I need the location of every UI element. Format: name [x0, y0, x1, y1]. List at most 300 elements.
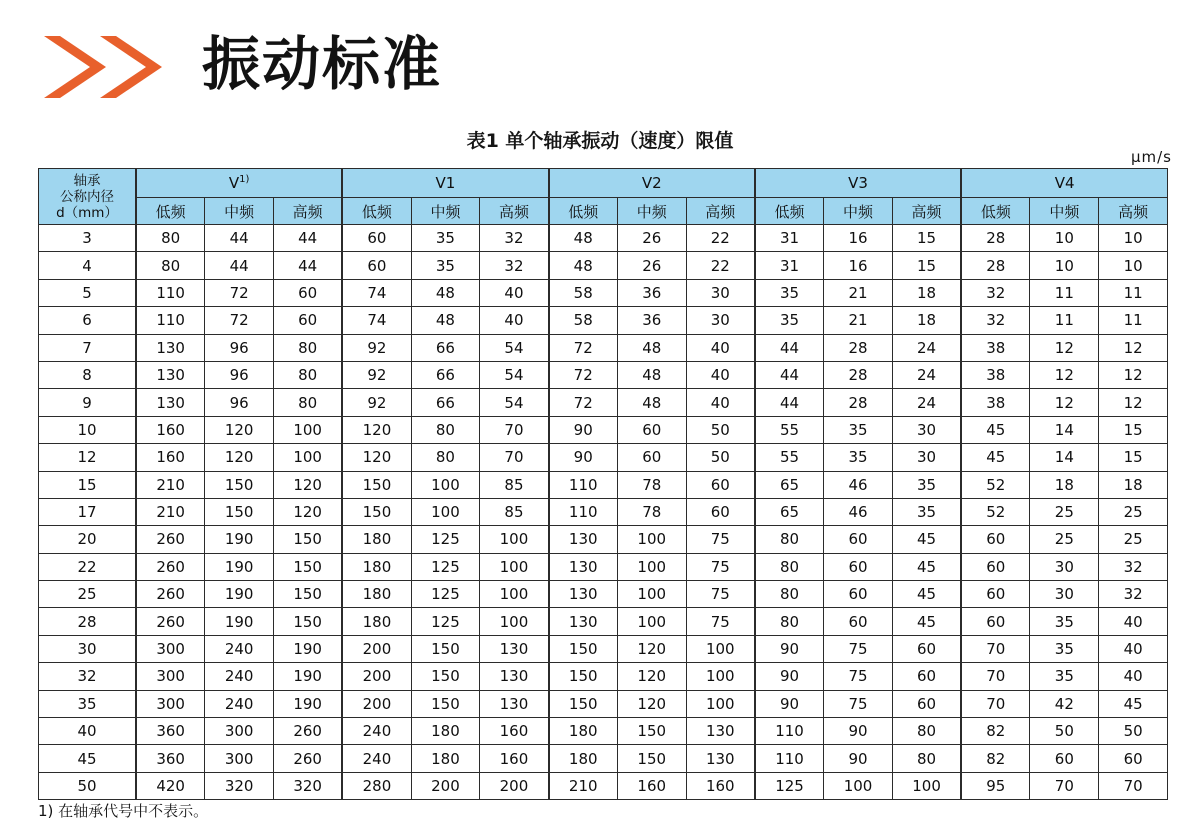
cell-v2-mid: 120: [617, 663, 686, 690]
cell-v-high: 120: [274, 498, 343, 525]
cell-v4-low: 32: [961, 279, 1030, 306]
cell-v1-high: 200: [480, 772, 549, 799]
cell-v3-high: 30: [892, 416, 961, 443]
cell-v4-mid: 11: [1030, 307, 1099, 334]
cell-v3-high: 24: [892, 389, 961, 416]
cell-v1-high: 130: [480, 663, 549, 690]
sub-header-v2-low: 低频: [549, 198, 618, 225]
cell-v2-high: 160: [686, 772, 755, 799]
cell-v3-mid: 90: [824, 745, 893, 772]
cell-v4-low: 38: [961, 389, 1030, 416]
cell-v3-low: 35: [755, 307, 824, 334]
cell-v1-high: 54: [480, 361, 549, 388]
cell-v1-low: 150: [342, 471, 411, 498]
cell-v2-mid: 26: [617, 252, 686, 279]
cell-v2-low: 150: [549, 690, 618, 717]
cell-v4-mid: 12: [1030, 334, 1099, 361]
cell-v-high: 150: [274, 526, 343, 553]
cell-v3-low: 125: [755, 772, 824, 799]
cell-v2-low: 130: [549, 553, 618, 580]
cell-v2-mid: 150: [617, 745, 686, 772]
cell-v1-mid: 125: [411, 553, 480, 580]
cell-v-mid: 320: [205, 772, 274, 799]
cell-v2-low: 150: [549, 635, 618, 662]
table-row: [39, 718, 1168, 745]
cell-v3-high: 80: [892, 718, 961, 745]
bore-diameter-header: [39, 169, 137, 225]
bore-header-line-2: 公称内径: [60, 188, 114, 205]
cell-v4-high: 40: [1099, 635, 1168, 662]
cell-v3-high: 18: [892, 307, 961, 334]
cell-v1-mid: 180: [411, 718, 480, 745]
cell-v-low: 210: [136, 498, 205, 525]
cell-v2-mid: 100: [617, 553, 686, 580]
cell-v-high: 190: [274, 690, 343, 717]
cell-v2-high: 40: [686, 361, 755, 388]
cell-v3-low: 65: [755, 471, 824, 498]
cell-v1-high: 100: [480, 608, 549, 635]
cell-v1-mid: 80: [411, 444, 480, 471]
table-row: [39, 608, 1168, 635]
cell-v-mid: 190: [205, 526, 274, 553]
sub-header-v-mid: 中频: [205, 198, 274, 225]
cell-v3-low: 55: [755, 416, 824, 443]
cell-v3-low: 31: [755, 225, 824, 252]
cell-v-low: 300: [136, 635, 205, 662]
table-row: [39, 471, 1168, 498]
cell-v1-low: 120: [342, 444, 411, 471]
cell-bore-diameter: 5: [39, 279, 137, 306]
cell-v2-high: 22: [686, 252, 755, 279]
cell-v3-low: 65: [755, 498, 824, 525]
cell-v3-high: 45: [892, 553, 961, 580]
cell-v3-high: 60: [892, 635, 961, 662]
cell-v4-high: 11: [1099, 279, 1168, 306]
cell-v3-low: 31: [755, 252, 824, 279]
cell-v2-high: 50: [686, 416, 755, 443]
sub-header-v2-high: 高频: [686, 198, 755, 225]
cell-v3-high: 60: [892, 663, 961, 690]
cell-v3-high: 15: [892, 225, 961, 252]
cell-v1-low: 240: [342, 718, 411, 745]
cell-v1-high: 54: [480, 334, 549, 361]
cell-v1-mid: 66: [411, 361, 480, 388]
cell-v3-mid: 75: [824, 690, 893, 717]
cell-v3-low: 55: [755, 444, 824, 471]
cell-v2-high: 60: [686, 471, 755, 498]
table-row: [39, 690, 1168, 717]
cell-v1-mid: 35: [411, 225, 480, 252]
cell-v3-high: 35: [892, 498, 961, 525]
cell-v3-mid: 35: [824, 416, 893, 443]
cell-v3-mid: 75: [824, 663, 893, 690]
cell-bore-diameter: 20: [39, 526, 137, 553]
cell-v4-low: 45: [961, 416, 1030, 443]
cell-v4-high: 18: [1099, 471, 1168, 498]
cell-v4-low: 60: [961, 608, 1030, 635]
cell-v-mid: 44: [205, 225, 274, 252]
cell-v2-high: 100: [686, 690, 755, 717]
cell-v4-high: 70: [1099, 772, 1168, 799]
cell-v2-low: 72: [549, 361, 618, 388]
cell-v4-low: 60: [961, 581, 1030, 608]
cell-bore-diameter: 15: [39, 471, 137, 498]
table-footnote: 1) 在轴承代号中不表示。: [38, 802, 209, 820]
cell-v2-high: 30: [686, 307, 755, 334]
cell-v-high: 320: [274, 772, 343, 799]
cell-v1-high: 130: [480, 690, 549, 717]
cell-v3-low: 90: [755, 635, 824, 662]
cell-v3-high: 15: [892, 252, 961, 279]
cell-v4-high: 50: [1099, 718, 1168, 745]
cell-v3-mid: 60: [824, 581, 893, 608]
cell-v3-mid: 21: [824, 307, 893, 334]
cell-bore-diameter: 4: [39, 252, 137, 279]
cell-v4-low: 95: [961, 772, 1030, 799]
cell-v1-mid: 48: [411, 279, 480, 306]
cell-v1-mid: 66: [411, 389, 480, 416]
table-row: [39, 581, 1168, 608]
page-title: 振动标准: [202, 30, 443, 98]
cell-v2-high: 75: [686, 608, 755, 635]
cell-v2-high: 100: [686, 663, 755, 690]
cell-v1-high: 160: [480, 745, 549, 772]
cell-v-mid: 190: [205, 608, 274, 635]
cell-v2-mid: 60: [617, 444, 686, 471]
cell-v1-low: 200: [342, 663, 411, 690]
cell-bore-diameter: 22: [39, 553, 137, 580]
cell-v4-mid: 18: [1030, 471, 1099, 498]
cell-v4-mid: 70: [1030, 772, 1099, 799]
cell-v2-high: 130: [686, 745, 755, 772]
cell-v-mid: 96: [205, 361, 274, 388]
cell-v-high: 44: [274, 225, 343, 252]
cell-bore-diameter: 35: [39, 690, 137, 717]
cell-v-low: 130: [136, 334, 205, 361]
cell-v3-mid: 100: [824, 772, 893, 799]
cell-bore-diameter: 40: [39, 718, 137, 745]
cell-v3-mid: 35: [824, 444, 893, 471]
cell-v4-low: 52: [961, 471, 1030, 498]
vibration-limits-table-wrap: [38, 168, 1168, 800]
cell-v1-low: 60: [342, 252, 411, 279]
cell-v4-mid: 12: [1030, 389, 1099, 416]
cell-v2-low: 48: [549, 225, 618, 252]
cell-v1-low: 92: [342, 334, 411, 361]
sub-header-v3-high: 高频: [892, 198, 961, 225]
cell-v4-high: 25: [1099, 498, 1168, 525]
cell-v2-low: 110: [549, 498, 618, 525]
cell-v1-mid: 100: [411, 498, 480, 525]
cell-v1-low: 180: [342, 581, 411, 608]
cell-v2-high: 50: [686, 444, 755, 471]
cell-v2-mid: 26: [617, 225, 686, 252]
cell-v4-low: 70: [961, 690, 1030, 717]
cell-v2-low: 58: [549, 279, 618, 306]
cell-v-mid: 190: [205, 553, 274, 580]
cell-v3-mid: 28: [824, 389, 893, 416]
cell-v-high: 60: [274, 307, 343, 334]
cell-v3-high: 18: [892, 279, 961, 306]
cell-v3-high: 24: [892, 334, 961, 361]
cell-v-low: 80: [136, 252, 205, 279]
cell-v4-mid: 12: [1030, 361, 1099, 388]
cell-v4-mid: 25: [1030, 498, 1099, 525]
cell-v2-high: 22: [686, 225, 755, 252]
cell-v3-high: 45: [892, 608, 961, 635]
table-row: [39, 252, 1168, 279]
cell-bore-diameter: 30: [39, 635, 137, 662]
cell-v1-mid: 200: [411, 772, 480, 799]
chevron-right-icon-2: [100, 36, 172, 98]
cell-v-low: 80: [136, 225, 205, 252]
cell-v1-high: 100: [480, 553, 549, 580]
cell-v2-mid: 78: [617, 498, 686, 525]
cell-v4-mid: 11: [1030, 279, 1099, 306]
cell-bore-diameter: 17: [39, 498, 137, 525]
cell-v2-low: 150: [549, 663, 618, 690]
vibration-limits-table: [38, 168, 1168, 800]
cell-v1-high: 40: [480, 279, 549, 306]
sub-header-v1-mid: 中频: [411, 198, 480, 225]
sub-header-v1-high: 高频: [480, 198, 549, 225]
cell-v4-high: 12: [1099, 361, 1168, 388]
cell-v2-mid: 100: [617, 581, 686, 608]
cell-v4-mid: 60: [1030, 745, 1099, 772]
cell-v4-mid: 10: [1030, 252, 1099, 279]
bore-header-line-1: 轴承: [73, 172, 101, 189]
cell-bore-diameter: 32: [39, 663, 137, 690]
cell-v3-low: 80: [755, 526, 824, 553]
cell-v4-mid: 50: [1030, 718, 1099, 745]
cell-v1-mid: 125: [411, 608, 480, 635]
cell-v4-high: 10: [1099, 252, 1168, 279]
cell-v-low: 130: [136, 389, 205, 416]
cell-bore-diameter: 8: [39, 361, 137, 388]
cell-v2-low: 210: [549, 772, 618, 799]
cell-v1-mid: 125: [411, 581, 480, 608]
cell-v1-mid: 125: [411, 526, 480, 553]
cell-v1-low: 180: [342, 526, 411, 553]
cell-v3-high: 60: [892, 690, 961, 717]
sub-header-v-high: 高频: [274, 198, 343, 225]
group-header-v1: V1: [342, 169, 548, 198]
cell-bore-diameter: 6: [39, 307, 137, 334]
cell-v4-low: 82: [961, 745, 1030, 772]
cell-v-mid: 72: [205, 307, 274, 334]
cell-v1-low: 200: [342, 690, 411, 717]
cell-v4-low: 28: [961, 252, 1030, 279]
cell-v2-low: 130: [549, 608, 618, 635]
cell-v3-low: 80: [755, 581, 824, 608]
cell-v-high: 260: [274, 745, 343, 772]
table-row: [39, 553, 1168, 580]
cell-v-low: 260: [136, 553, 205, 580]
cell-v2-mid: 150: [617, 718, 686, 745]
group-header-v2: V2: [549, 169, 755, 198]
cell-v1-high: 85: [480, 471, 549, 498]
cell-v2-high: 40: [686, 389, 755, 416]
cell-v-mid: 120: [205, 444, 274, 471]
group-header-v4: V4: [961, 169, 1167, 198]
cell-v-high: 190: [274, 663, 343, 690]
cell-v-high: 100: [274, 416, 343, 443]
cell-v-mid: 96: [205, 389, 274, 416]
unit-label: μm/s: [1130, 148, 1172, 166]
cell-v3-mid: 16: [824, 225, 893, 252]
group-label-v: V: [228, 174, 240, 192]
cell-v1-mid: 35: [411, 252, 480, 279]
cell-v1-low: 92: [342, 361, 411, 388]
cell-v4-low: 38: [961, 361, 1030, 388]
cell-v-mid: 150: [205, 498, 274, 525]
cell-v-high: 150: [274, 581, 343, 608]
cell-v2-high: 60: [686, 498, 755, 525]
cell-v2-mid: 36: [617, 279, 686, 306]
cell-v1-mid: 66: [411, 334, 480, 361]
cell-v2-mid: 36: [617, 307, 686, 334]
cell-v2-high: 130: [686, 718, 755, 745]
cell-v2-mid: 48: [617, 361, 686, 388]
cell-v1-high: 85: [480, 498, 549, 525]
cell-v2-low: 130: [549, 581, 618, 608]
cell-v-high: 44: [274, 252, 343, 279]
cell-v2-high: 75: [686, 526, 755, 553]
table-row: [39, 498, 1168, 525]
cell-v-low: 300: [136, 663, 205, 690]
double-chevron-icon: [44, 36, 184, 100]
cell-v2-low: 180: [549, 718, 618, 745]
table-header-sub-row: [39, 198, 1168, 225]
cell-v3-mid: 21: [824, 279, 893, 306]
cell-v2-low: 180: [549, 745, 618, 772]
cell-v-mid: 150: [205, 471, 274, 498]
table-header-group-row: [39, 169, 1168, 198]
cell-v-high: 80: [274, 389, 343, 416]
table-row: [39, 663, 1168, 690]
cell-v1-mid: 100: [411, 471, 480, 498]
cell-v2-low: 90: [549, 444, 618, 471]
table-row: [39, 334, 1168, 361]
cell-bore-diameter: 10: [39, 416, 137, 443]
table-row: [39, 745, 1168, 772]
cell-bore-diameter: 50: [39, 772, 137, 799]
cell-v-mid: 120: [205, 416, 274, 443]
cell-v-mid: 300: [205, 718, 274, 745]
cell-v1-high: 54: [480, 389, 549, 416]
cell-v1-low: 280: [342, 772, 411, 799]
cell-v2-mid: 48: [617, 334, 686, 361]
cell-v3-mid: 16: [824, 252, 893, 279]
cell-v1-low: 74: [342, 279, 411, 306]
cell-v3-low: 110: [755, 745, 824, 772]
table-row: [39, 307, 1168, 334]
cell-v2-mid: 120: [617, 635, 686, 662]
cell-v3-high: 45: [892, 581, 961, 608]
group-header-v3: V3: [755, 169, 961, 198]
bore-header-line-3: d（mm）: [56, 204, 118, 221]
cell-v3-mid: 60: [824, 526, 893, 553]
cell-v4-high: 40: [1099, 663, 1168, 690]
cell-v2-low: 72: [549, 389, 618, 416]
cell-bore-diameter: 3: [39, 225, 137, 252]
cell-v3-mid: 75: [824, 635, 893, 662]
cell-v4-high: 60: [1099, 745, 1168, 772]
cell-v3-low: 80: [755, 608, 824, 635]
cell-v1-high: 40: [480, 307, 549, 334]
group-v-footnote-marker: 1): [239, 174, 250, 185]
cell-v3-low: 90: [755, 663, 824, 690]
sub-header-v-low: 低频: [136, 198, 205, 225]
cell-v-mid: 300: [205, 745, 274, 772]
cell-v2-low: 72: [549, 334, 618, 361]
cell-v-high: 190: [274, 635, 343, 662]
cell-v2-mid: 100: [617, 608, 686, 635]
cell-v1-low: 74: [342, 307, 411, 334]
cell-v3-low: 44: [755, 361, 824, 388]
table-row: [39, 635, 1168, 662]
cell-v1-mid: 150: [411, 663, 480, 690]
cell-v-mid: 96: [205, 334, 274, 361]
sub-header-v3-low: 低频: [755, 198, 824, 225]
cell-v4-low: 32: [961, 307, 1030, 334]
cell-v4-high: 12: [1099, 334, 1168, 361]
cell-v-high: 120: [274, 471, 343, 498]
cell-v1-low: 180: [342, 553, 411, 580]
group-header-v: [136, 169, 342, 198]
cell-v3-low: 35: [755, 279, 824, 306]
cell-v-low: 300: [136, 690, 205, 717]
cell-v1-high: 32: [480, 252, 549, 279]
page-header: [0, 0, 1200, 118]
cell-v3-high: 30: [892, 444, 961, 471]
cell-v1-low: 200: [342, 635, 411, 662]
cell-v4-high: 25: [1099, 526, 1168, 553]
cell-v4-low: 38: [961, 334, 1030, 361]
cell-v3-low: 110: [755, 718, 824, 745]
cell-v4-mid: 25: [1030, 526, 1099, 553]
cell-v1-high: 70: [480, 444, 549, 471]
cell-v4-mid: 30: [1030, 581, 1099, 608]
cell-v3-mid: 60: [824, 608, 893, 635]
cell-v3-low: 90: [755, 690, 824, 717]
cell-v-low: 420: [136, 772, 205, 799]
cell-bore-diameter: 9: [39, 389, 137, 416]
cell-v2-low: 90: [549, 416, 618, 443]
sub-header-v1-low: 低频: [342, 198, 411, 225]
sub-header-v2-mid: 中频: [617, 198, 686, 225]
cell-v1-mid: 48: [411, 307, 480, 334]
cell-v-high: 100: [274, 444, 343, 471]
table-row: [39, 279, 1168, 306]
sub-header-v3-mid: 中频: [824, 198, 893, 225]
cell-v3-high: 35: [892, 471, 961, 498]
cell-v4-mid: 35: [1030, 663, 1099, 690]
cell-v4-mid: 35: [1030, 635, 1099, 662]
cell-v3-mid: 60: [824, 553, 893, 580]
sub-header-v4-mid: 中频: [1030, 198, 1099, 225]
cell-v2-high: 75: [686, 553, 755, 580]
cell-v-high: 80: [274, 361, 343, 388]
cell-v1-low: 150: [342, 498, 411, 525]
cell-v3-low: 80: [755, 553, 824, 580]
cell-v4-low: 70: [961, 663, 1030, 690]
table-row: [39, 361, 1168, 388]
cell-v3-low: 44: [755, 334, 824, 361]
cell-v3-high: 45: [892, 526, 961, 553]
cell-v1-high: 70: [480, 416, 549, 443]
cell-v4-low: 60: [961, 553, 1030, 580]
